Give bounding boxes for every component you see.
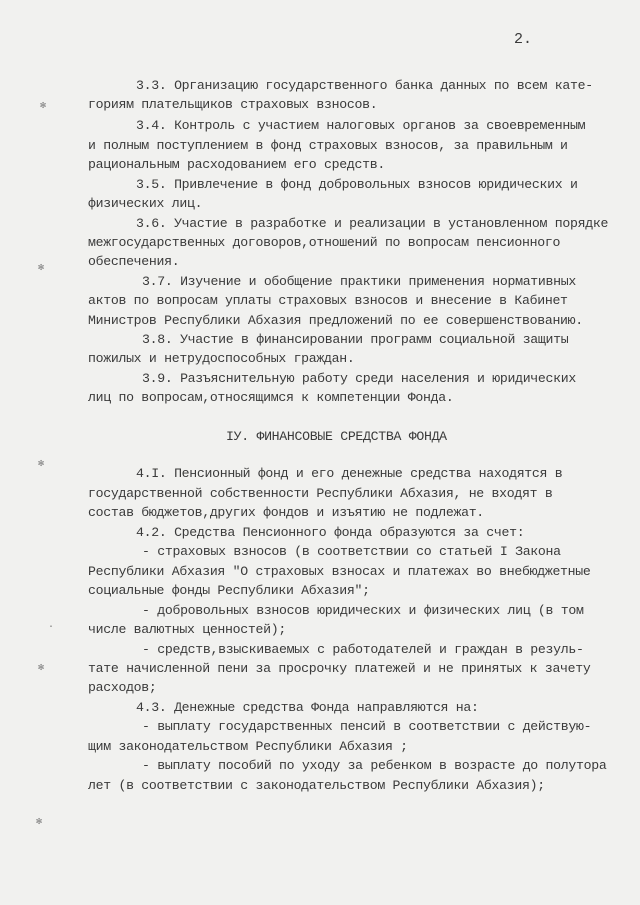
text-line: щим законодательством Республики Абхазия ; [88,739,408,754]
text-line: - добровольных взносов юридических и физических лиц (в том [142,603,584,618]
text-line: межгосударственных договоров,отношений по вопросам пенсионного [88,235,561,250]
text-line: - выплату государственных пенсий в соответствии с действую- [142,719,592,734]
text-line: 4.I. Пенсионный фонд и его денежные средства находятся в [136,466,563,481]
text-line: Министров Республики Абхазия предложений по ее совершенствованию. [88,313,583,328]
section-heading: IУ. ФИНАНСОВЫЕ СРЕДСТВА ФОНДА [226,429,447,444]
text-line: 3.9. Разъяснительную работу среди населения и юридических [142,371,576,386]
text-line: 4.2. Средства Пенсионного фонда образуются за счет: [136,525,525,540]
text-line: состав бюджетов,других фондов и изъятию не подлежат. [88,505,484,520]
hole-punch-mark: ✻ [38,663,45,674]
text-line: социальные фонды Республики Абхазия"; [88,583,370,598]
text-line: 3.4. Контроль с участием налоговых органов за своевременным [136,118,586,133]
text-line: числе валютных ценностей); [88,622,286,637]
text-line: государственной собственности Республики Абхазия, не входят в [88,486,553,501]
text-line: лиц по вопросам,относящимся к компетенции Фонда. [88,390,454,405]
text-line: 3.3. Организацию государственного банка данных по всем кате- [136,78,593,93]
hole-punch-mark: ✻ [38,263,45,274]
hole-punch-mark: · [48,622,55,633]
page-number: 2. [514,31,533,48]
text-line: Республики Абхазия "О страховых взносах и платежах во внебюджетные [88,564,591,579]
text-line: 4.3. Денежные средства Фонда направляются на: [136,700,479,715]
text-line: расходов; [88,680,157,695]
text-line: - выплату пособий по уходу за ребенком в возрасте до полутора [142,758,607,773]
text-line: 3.7. Изучение и обобщение практики применения нормативных [142,274,576,289]
text-line: пожилых и нетрудоспособных граждан. [88,351,355,366]
text-line: - страховых взносов (в соответствии со статьей I Закона [142,544,561,559]
text-line: гориям плательщиков страховых взносов. [88,97,378,112]
hole-punch-mark: ✻ [40,101,47,112]
text-line: актов по вопросам уплаты страховых взносов и внесение в Кабинет [88,293,568,308]
text-line: 3.6. Участие в разработке и реализации в установленном порядке [136,216,609,231]
hole-punch-mark: ✻ [38,459,45,470]
text-line: лет (в соответствии с законодательством Республики Абхазия); [88,778,545,793]
text-line: - средств,взыскиваемых с работодателей и граждан в резуль- [142,642,584,657]
text-line: и полным поступлением в фонд страховых взносов, за правильным и [88,138,568,153]
text-line: обеспечения. [88,254,180,269]
text-line: 3.8. Участие в финансировании программ социальной защиты [142,332,569,347]
text-line: физических лиц. [88,196,203,211]
hole-punch-mark: ✻ [36,817,43,828]
text-line: рациональным расходованием его средств. [88,157,385,172]
text-line: тате начисленной пени за просрочку платежей и не принятых к зачету [88,661,591,676]
text-line: 3.5. Привлечение в фонд добровольных взносов юридических и [136,177,578,192]
